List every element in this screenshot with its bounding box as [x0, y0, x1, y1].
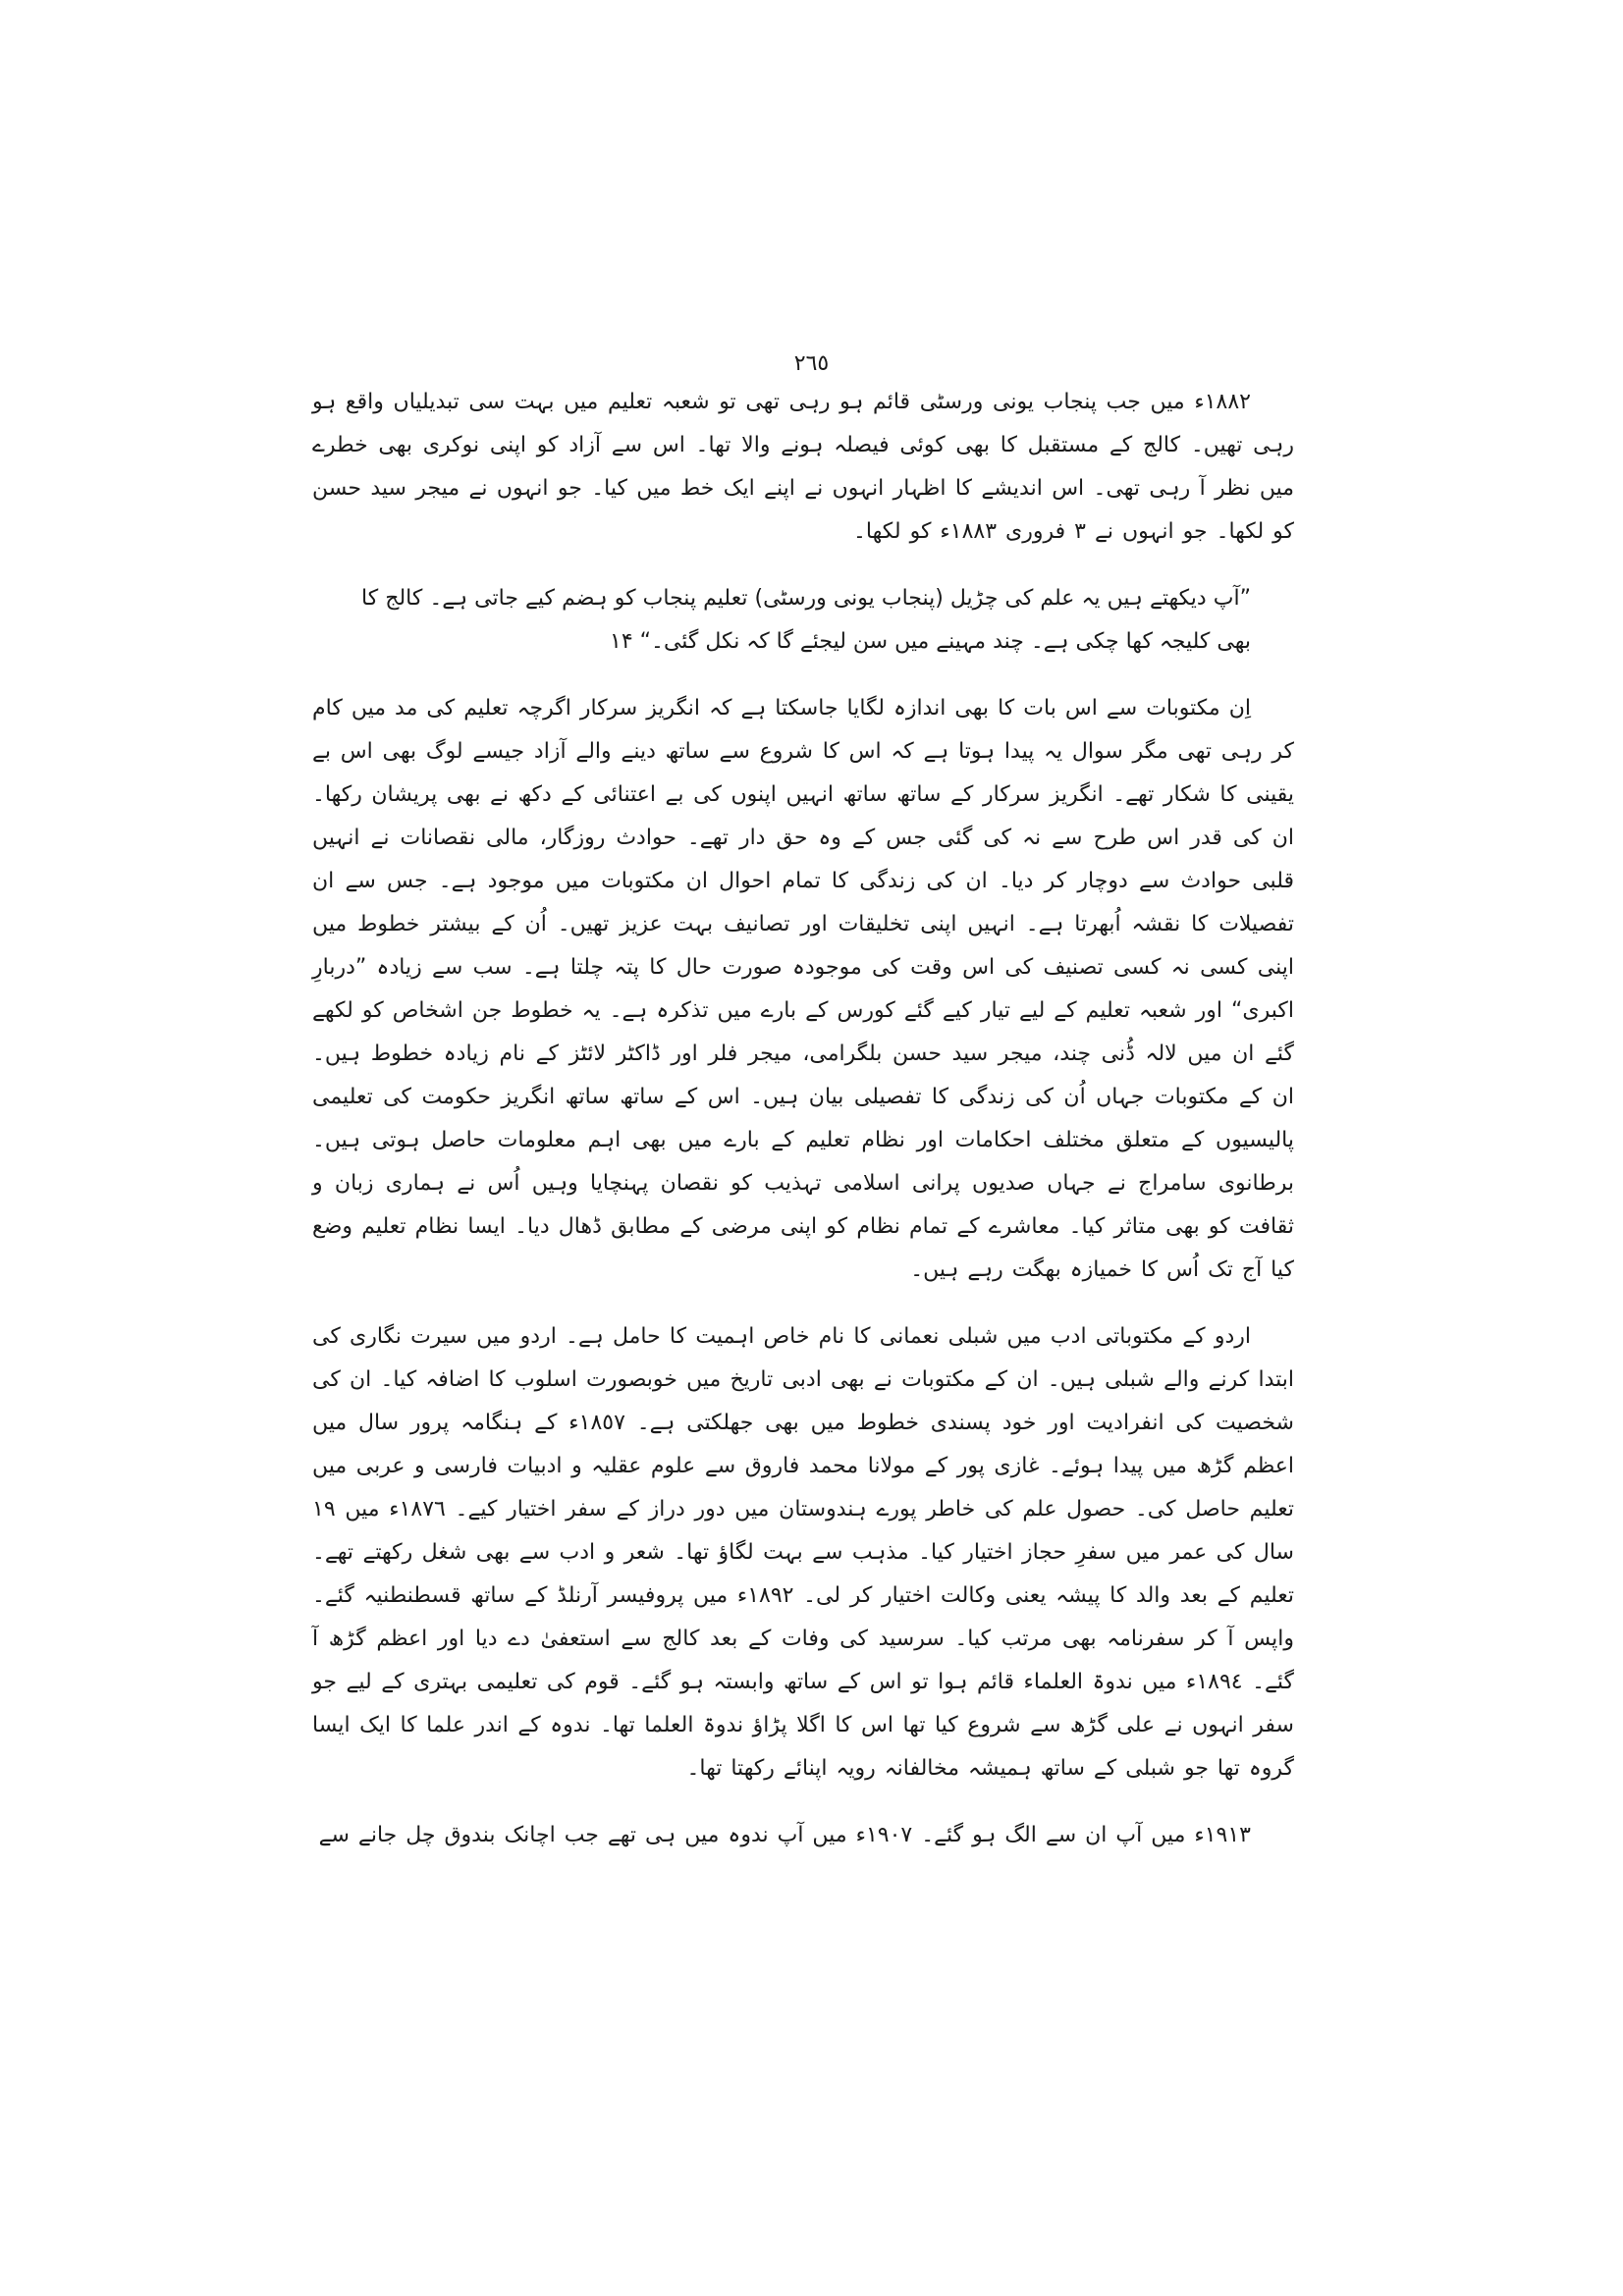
block-quote: ”آپ دیکھتے ہیں یہ علم کی چڑیل (پنجاب یونی ورسٹی) تعلیم پنجاب کو ہضم کیے جاتی ہے۔ کالج کا بھی کلیجہ کھا چکی ہے۔ چند مہینے میں سن لیجئے گا کہ نکل گئی۔“ ۱۴	[361, 586, 1251, 654]
body-text	[312, 381, 1294, 1857]
paragraph-3: اردو کے مکتوباتی ادب میں شبلی نعمانی کا نام خاص اہمیت کا حامل ہے۔ اردو میں سیرت نگاری کی ابتدا کرنے والے شبلی ہیں۔ ان کے مکتوبات نے بھی ادبی تاریخ میں خوبصورت اسلوب کا اضافہ کیا۔ ان کی شخصیت کی انفرادیت اور خود پسندی خطوط میں بھی جھلکتی ہے۔ ١٨٥٧ء کے ہنگامہ پرور سال میں اعظم گڑھ میں پیدا ہوئے۔ غازی پور کے مولانا محمد فاروق سے علوم عقلیہ و ادبیات فارسی و عربی میں تعلیم حاصل کی۔ حصول علم کی خاطر پورے ہندوستان میں دور دراز کے سفر اختیار کیے۔ ١٨٧٦ء میں ١٩ سال کی عمر میں سفرِ حجاز اختیار کیا۔ مذہب سے بہت لگاؤ تھا۔ شعر و ادب سے بھی شغل رکھتے تھے۔ تعلیم کے بعد والد کا پیشہ یعنی وکالت اختیار کر لی۔ ١٨٩٢ء میں پروفیسر آرنلڈ کے ساتھ قسطنطنیہ گئے۔ واپس آ کر سفرنامہ بھی مرتب کیا۔ سرسید کی وفات کے بعد کالج سے استعفیٰ دے دیا اور اعظم گڑھ آ گئے۔ ١٨٩٤ء میں ندوۃ العلماء قائم ہوا تو اس کے ساتھ وابستہ ہو گئے۔ قوم کی تعلیمی بہتری کے لیے جو سفر انہوں نے علی گڑھ سے شروع کیا تھا اس کا اگلا پڑاؤ ندوۃ العلما تھا۔ ندوہ کے اندر علما کا ایک ایسا گروہ تھا جو شبلی کے ساتھ ہمیشہ مخالفانہ رویہ اپنائے رکھتا تھا۔	[312, 1324, 1294, 1781]
paragraph-4: ١٩١٣ء میں آپ ان سے الگ ہو گئے۔ ١٩٠٧ء میں آپ ندوہ میں ہی تھے جب اچانک بندوق چل جانے سے	[318, 1823, 1251, 1847]
paragraph-2: اِن مکتوبات سے اس بات کا بھی اندازہ لگایا جاسکتا ہے کہ انگریز سرکار اگرچہ تعلیم کی مد میں کام کر رہی تھی مگر سوال یہ پیدا ہوتا ہے کہ اس کا شروع سے ساتھ دینے والے آزاد جیسے لوگ بھی اس بے یقینی کا شکار تھے۔ انگریز سرکار کے ساتھ ساتھ انہیں اپنوں کی بے اعتنائی کے دکھ نے بھی پریشان رکھا۔ ان کی قدر اس طرح سے نہ کی گئی جس کے وہ حق دار تھے۔ حوادث روزگار، مالی نقصانات نے انہیں قلبی حوادث سے دوچار کر دیا۔ ان کی زندگی کا تمام احوال ان مکتوبات میں موجود ہے۔ جس سے ان تفصیلات کا نقشہ اُبھرتا ہے۔ انہیں اپنی تخلیقات اور تصانیف بہت عزیز تھیں۔ اُن کے بیشتر خطوط میں اپنی کسی نہ کسی تصنیف کی اس وقت کی موجودہ صورت حال کا پتہ چلتا ہے۔ سب سے زیادہ ”دربارِ اکبری“ اور شعبہ تعلیم کے لیے تیار کیے گئے کورس کے بارے میں تذکرہ ہے۔ یہ خطوط جن اشخاص کو لکھے گئے ان میں لالہ ڈُنی چند، میجر سید حسن بلگرامی، میجر فلر اور ڈاکٹر لائٹز کے نام زیادہ خطوط ہیں۔ ان کے مکتوبات جہاں اُن کی زندگی کا تفصیلی بیان ہیں۔ اس کے ساتھ ساتھ انگریز حکومت کی تعلیمی پالیسیوں کے متعلق مختلف احکامات اور نظام تعلیم کے بارے میں بھی اہم معلومات حاصل ہوتی ہیں۔ برطانوی سامراج نے جہاں صدیوں پرانی اسلامی تہذیب کو نقصان پہنچایا وہیں اُس نے ہماری زبان و ثقافت کو بھی متاثر کیا۔ معاشرے کے تمام نظام کو اپنی مرضی کے مطابق ڈھال دیا۔ ایسا نظام تعلیم وضع کیا آج تک اُس کا خمیازہ بھگت رہے ہیں۔	[312, 696, 1294, 1282]
page-number: ٢٦٥	[793, 351, 830, 376]
paragraph-1: ١٨٨٢ء میں جب پنجاب یونی ورسٹی قائم ہو رہی تھی تو شعبہ تعلیم میں بہت سی تبدیلیاں واقع ہو رہی تھیں۔ کالج کے مستقبل کا بھی کوئی فیصلہ ہونے والا تھا۔ اس سے آزاد کو اپنی نوکری بھی خطرے میں نظر آ رہی تھی۔ اس اندیشے کا اظہار انہوں نے اپنے ایک خط میں کیا۔ جو انہوں نے میجر سید حسن کو لکھا۔ جو انہوں نے ٣ فروری ١٨٨٣ء کو لکھا۔	[312, 390, 1294, 544]
